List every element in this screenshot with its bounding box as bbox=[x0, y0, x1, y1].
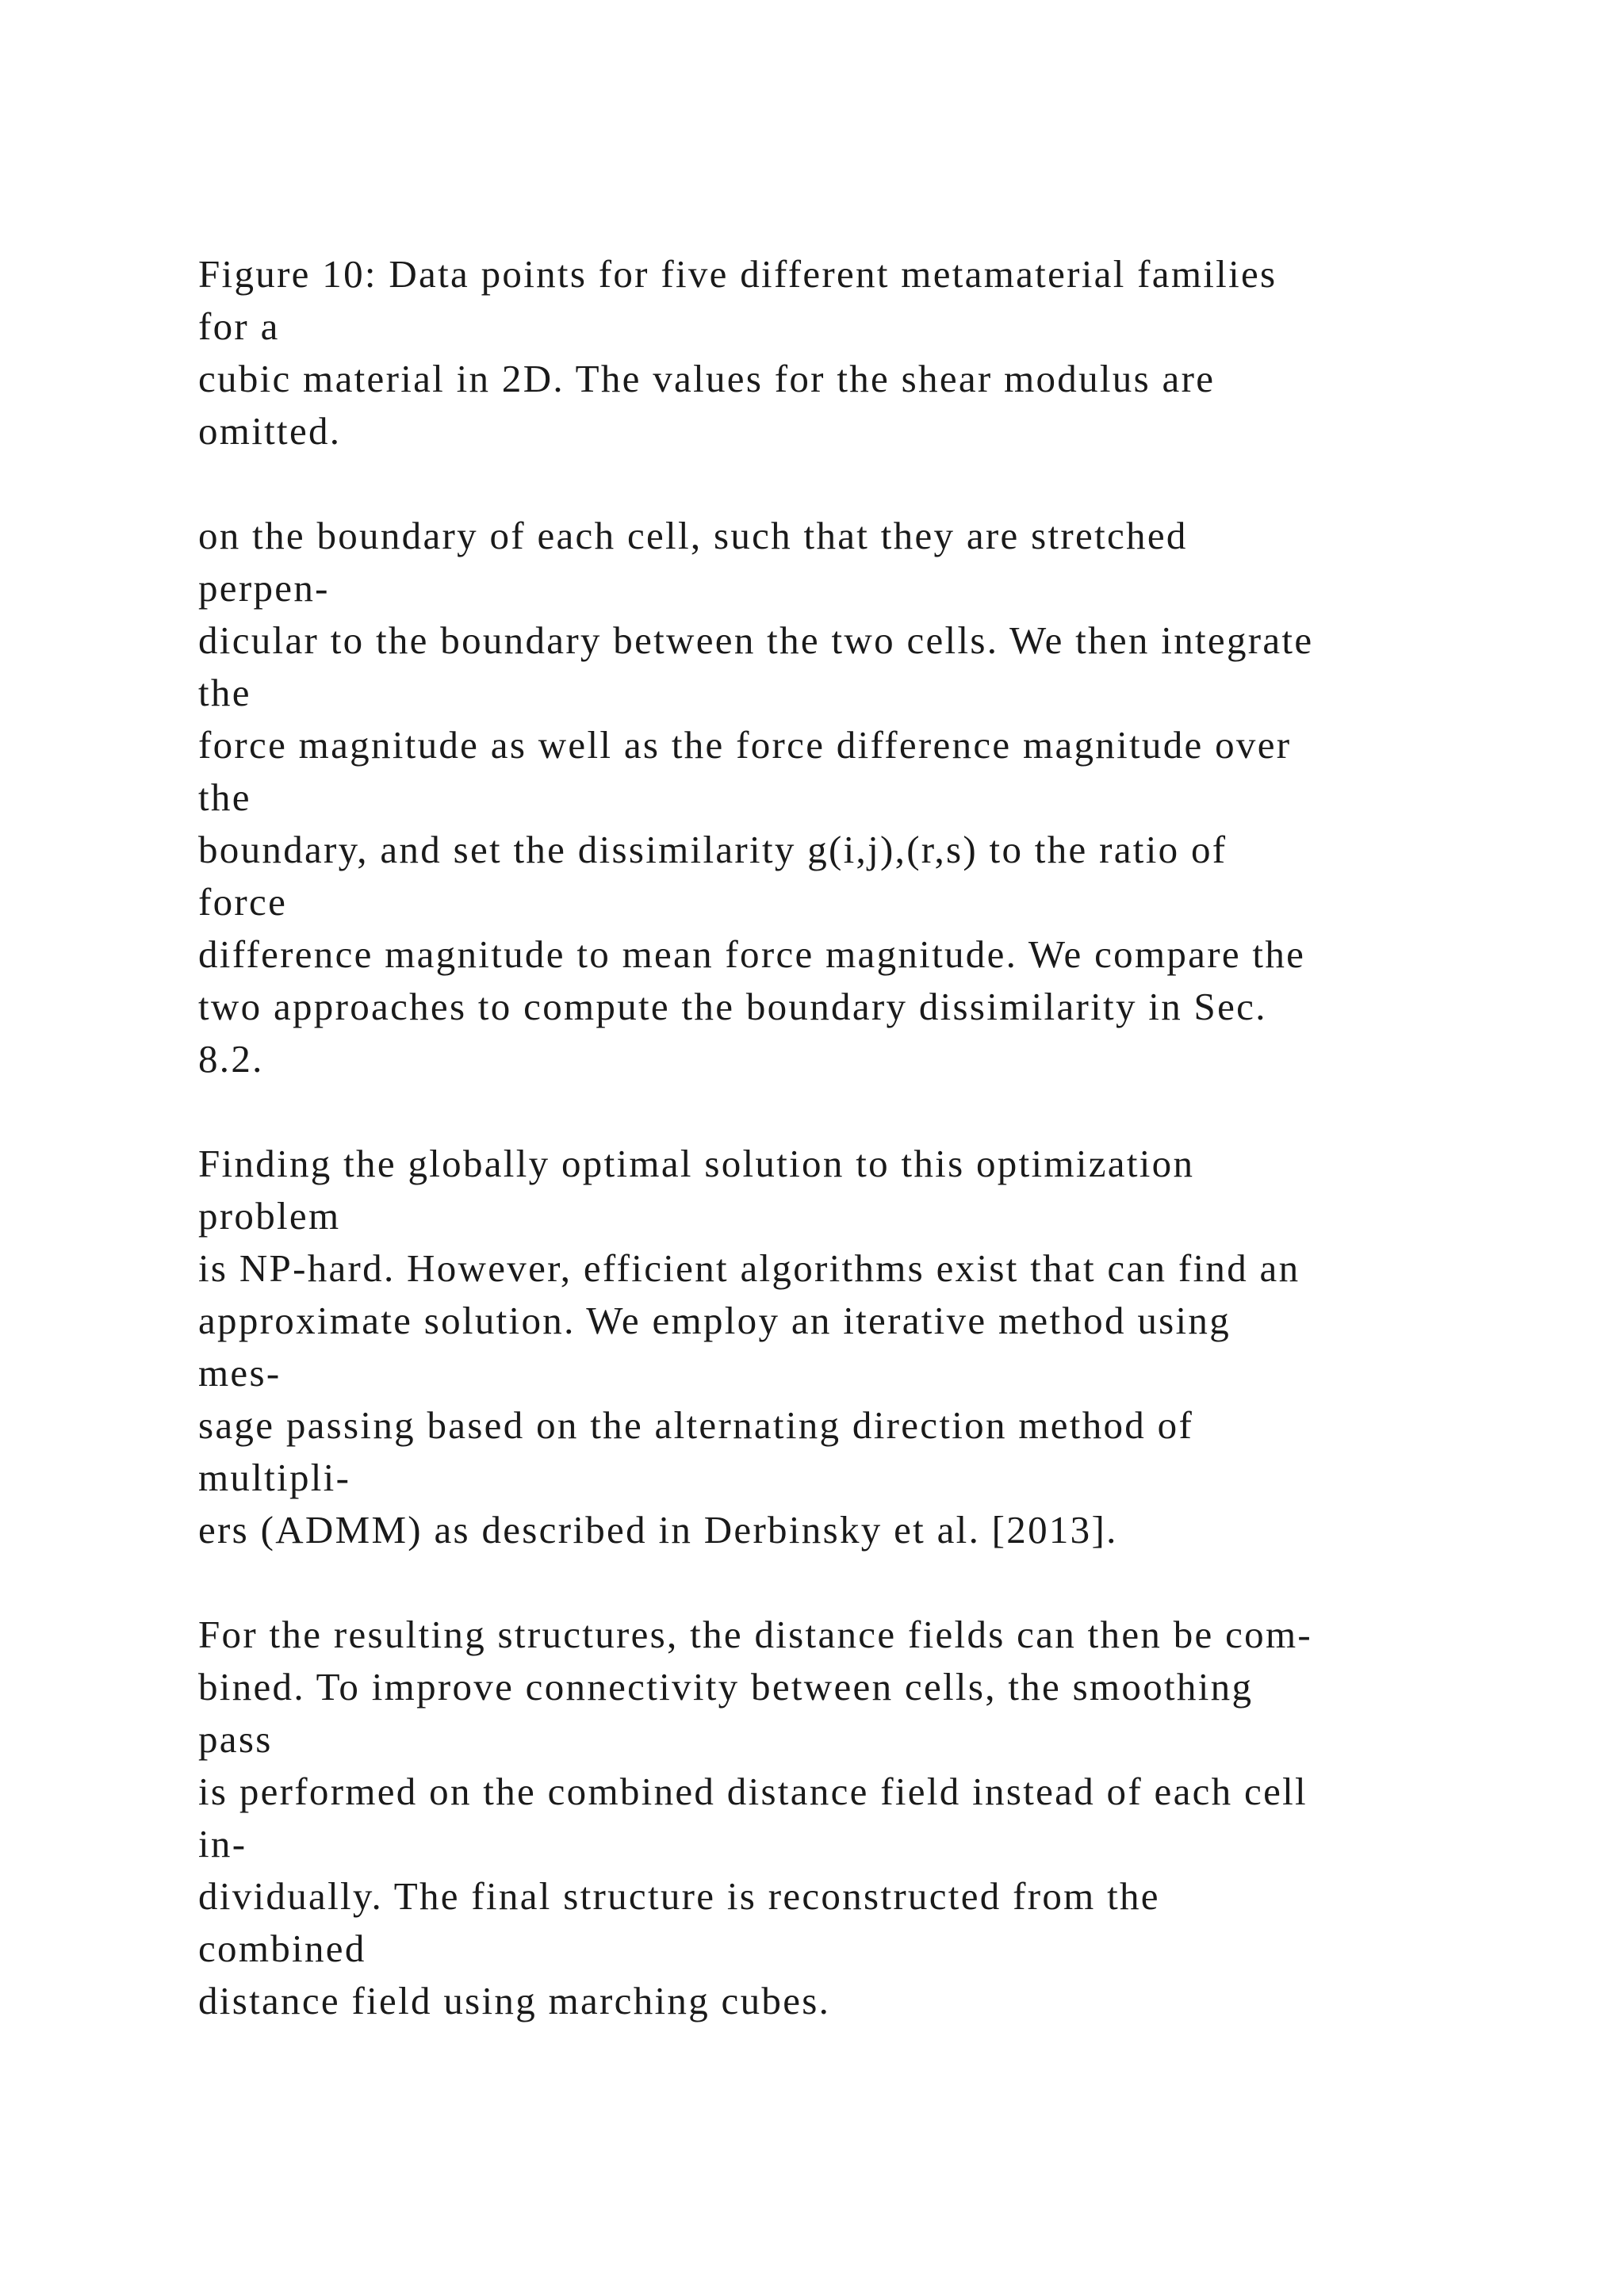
paragraph-line: multipli- bbox=[198, 1456, 351, 1499]
paragraph-line: pass bbox=[198, 1717, 273, 1761]
paragraph-boundary-forces bbox=[198, 510, 1507, 1085]
caption-line: for a bbox=[198, 304, 280, 348]
paragraph-line: distance field using marching cubes. bbox=[198, 1979, 831, 2022]
caption-line: cubic material in 2D. The values for the shear modulus are bbox=[198, 357, 1216, 400]
paragraph-optimization bbox=[198, 1138, 1507, 1556]
paragraph-spacer bbox=[198, 457, 1507, 510]
paragraph-line: approximate solution. We employ an iterative method using bbox=[198, 1299, 1231, 1342]
paragraph-line: Finding the globally optimal solution to this optimization bbox=[198, 1142, 1195, 1185]
caption-line: Figure 10: Data points for five different metamaterial families bbox=[198, 252, 1277, 296]
paragraph-line: sage passing based on the alternating direction method of bbox=[198, 1403, 1194, 1447]
paragraph-line: For the resulting structures, the distance fields can then be com- bbox=[198, 1613, 1313, 1656]
paragraph-spacer bbox=[198, 1556, 1507, 1609]
paragraph-line: boundary, and set the dissimilarity g(i,j),(r,s) to the ratio of bbox=[198, 828, 1228, 871]
caption-line: omitted. bbox=[198, 409, 342, 453]
paragraph-line: two approaches to compute the boundary dissimilarity in Sec. bbox=[198, 985, 1267, 1028]
paragraph-line: dividually. The final structure is reconstructed from the bbox=[198, 1874, 1160, 1918]
paragraph-line: in- bbox=[198, 1822, 247, 1866]
paragraph-line: 8.2. bbox=[198, 1037, 264, 1081]
paragraph-line: mes- bbox=[198, 1351, 282, 1395]
paragraph-distance-fields bbox=[198, 1609, 1507, 2027]
paragraph-line: force bbox=[198, 880, 288, 924]
paragraph-line: is performed on the combined distance field instead of each cell bbox=[198, 1770, 1308, 1813]
paragraph-line: problem bbox=[198, 1194, 341, 1238]
paragraph-line: combined bbox=[198, 1927, 366, 1970]
paragraph-line: the bbox=[198, 671, 251, 714]
paragraph-line: dicular to the boundary between the two cells. We then integrate bbox=[198, 618, 1314, 662]
text-body bbox=[198, 248, 1507, 2027]
paragraph-spacer bbox=[198, 1085, 1507, 1138]
paragraph-line: on the boundary of each cell, such that they are stretched bbox=[198, 514, 1188, 557]
paragraph-line: ers (ADMM) as described in Derbinsky et al. [2013]. bbox=[198, 1508, 1118, 1552]
paragraph-line: perpen- bbox=[198, 566, 330, 610]
paragraph-line: the bbox=[198, 775, 251, 819]
paragraph-line: force magnitude as well as the force difference magnitude over bbox=[198, 723, 1292, 767]
paragraph-line: is NP-hard. However, efficient algorithms exist that can find an bbox=[198, 1246, 1300, 1290]
paragraph-line: bined. To improve connectivity between cells, the smoothing bbox=[198, 1665, 1254, 1709]
paragraph-line: difference magnitude to mean force magnitude. We compare the bbox=[198, 932, 1306, 976]
figure-caption bbox=[198, 248, 1507, 457]
